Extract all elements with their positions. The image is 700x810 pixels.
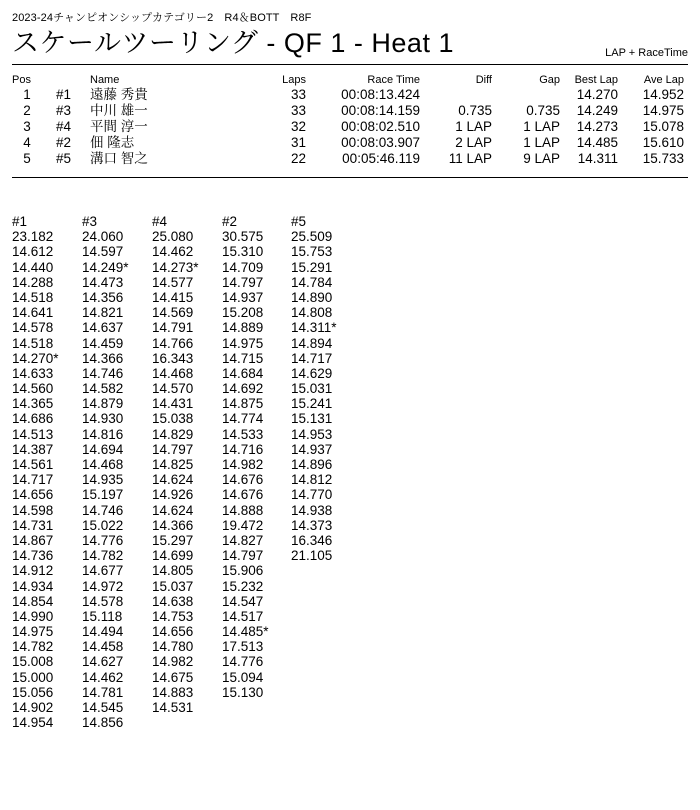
result-gap: 1 LAP <box>523 119 560 134</box>
lap-time: 14.731 <box>12 517 54 533</box>
lap-time: 14.624 <box>152 502 194 518</box>
result-best-lap: 14.311 <box>577 151 618 166</box>
result-best-lap: 14.273 <box>576 119 618 134</box>
result-laps: 33 <box>290 87 306 102</box>
lap-time: 14.612 <box>12 244 54 260</box>
lap-column <box>12 214 59 730</box>
result-ave-lap: 15.733 <box>642 151 684 166</box>
results-divider <box>12 177 688 178</box>
result-position: 4 <box>23 135 31 150</box>
lap-time: 14.736 <box>12 548 54 564</box>
lap-time: 14.954 <box>12 715 54 731</box>
lap-time: 14.462 <box>82 669 124 685</box>
lap-time: 14.578 <box>82 593 124 609</box>
result-driver-name: 溝口 智之 <box>90 151 148 166</box>
lap-time: 14.797 <box>152 441 194 457</box>
lap-time: 30.575 <box>222 229 264 245</box>
lap-time: 15.232 <box>222 578 264 594</box>
lap-time: 15.241 <box>291 396 333 412</box>
lap-time: 14.812 <box>291 472 333 488</box>
lap-time: 14.494 <box>82 624 124 640</box>
lap-time: 14.879 <box>82 396 124 412</box>
column-header-name: Name <box>90 74 120 86</box>
lap-time: 14.366 <box>152 517 194 533</box>
column-header-race-time: Race Time <box>367 74 420 86</box>
column-header-laps: Laps <box>282 74 306 86</box>
lap-time: 14.937 <box>291 441 333 457</box>
lap-time: 19.472 <box>222 517 264 533</box>
results-header-row <box>12 74 688 87</box>
lap-time: 14.780 <box>152 639 194 655</box>
lap-time: 14.468 <box>82 457 124 472</box>
lap-time: 14.746 <box>82 502 124 518</box>
result-car-number: #2 <box>56 135 72 150</box>
lap-time: 15.197 <box>82 487 124 503</box>
result-ave-lap: 15.078 <box>642 119 684 134</box>
lap-time: 24.060 <box>82 229 124 245</box>
lap-time: 14.766 <box>152 335 194 351</box>
lap-time: 14.468 <box>152 365 194 381</box>
lap-time: 14.356 <box>82 289 124 305</box>
lap-time: 23.182 <box>12 229 54 245</box>
lap-time: 14.311* <box>291 320 337 336</box>
lap-time: 14.776 <box>222 654 264 670</box>
lap-time: 14.273* <box>152 259 199 275</box>
lap-time: 14.288 <box>12 274 54 290</box>
result-gap: 1 LAP <box>523 135 560 150</box>
lap-time: 14.717 <box>12 472 54 488</box>
table-row <box>12 119 688 135</box>
lap-time: 14.774 <box>222 411 264 427</box>
results-table <box>12 74 688 167</box>
lap-time: 14.896 <box>291 457 333 472</box>
result-car-number: #4 <box>56 119 72 134</box>
lap-time: 14.776 <box>82 532 124 548</box>
lap-time: 14.570 <box>152 381 194 397</box>
result-ave-lap: 14.952 <box>642 87 684 102</box>
lap-time: 14.641 <box>12 305 54 321</box>
lap-time: 14.462 <box>152 244 194 260</box>
result-gap: 9 LAP <box>523 151 560 166</box>
result-race-time: 00:08:02.510 <box>341 119 420 134</box>
lap-time: 17.513 <box>222 639 264 655</box>
result-laps: 31 <box>290 135 306 150</box>
lap-time: 14.518 <box>12 289 54 305</box>
lap-time: 14.561 <box>12 457 54 472</box>
result-position: 3 <box>23 119 31 134</box>
lap-time: 14.545 <box>82 700 124 715</box>
lap-time: 14.560 <box>12 381 54 397</box>
lap-time: 14.972 <box>82 578 124 594</box>
lap-time: 14.975 <box>12 624 54 640</box>
lap-time: 14.598 <box>12 502 54 518</box>
result-format-label: LAP + RaceTime <box>605 47 688 59</box>
lap-time: 14.894 <box>291 335 333 351</box>
result-position: 1 <box>23 87 31 102</box>
lap-time: 14.518 <box>12 335 54 351</box>
lap-time: 14.692 <box>222 381 264 397</box>
lap-column-header: #2 <box>222 214 238 229</box>
lap-time: 15.056 <box>12 684 54 700</box>
column-header-best-lap: Best Lap <box>574 74 618 86</box>
result-driver-name: 佃 隆志 <box>90 135 135 150</box>
lap-time: 15.291 <box>291 259 333 275</box>
lap-column-header: #1 <box>12 214 28 229</box>
lap-time: 14.781 <box>82 684 124 700</box>
lap-time: 14.797 <box>222 548 264 564</box>
lap-time: 14.753 <box>152 608 194 624</box>
result-driver-name: 平間 淳一 <box>90 119 148 134</box>
event-subtitle: 2023-24チャンピオンシップカテゴリー2 R4＆BOTT R8F <box>12 12 312 24</box>
lap-time: 14.889 <box>222 320 264 336</box>
lap-time: 14.459 <box>82 335 124 351</box>
lap-time: 14.791 <box>152 320 194 336</box>
lap-time: 14.387 <box>12 441 54 457</box>
lap-time: 14.431 <box>152 396 194 412</box>
lap-time: 14.270* <box>12 350 59 366</box>
lap-time: 14.935 <box>82 472 124 488</box>
page-title: スケールツーリング - QF 1 - Heat 1 <box>12 28 454 58</box>
lap-time: 14.805 <box>152 563 194 579</box>
lap-time: 14.531 <box>152 700 194 715</box>
lap-time: 14.715 <box>222 350 264 366</box>
lap-column <box>82 214 129 730</box>
result-diff: 1 LAP <box>455 119 492 134</box>
result-ave-lap: 14.975 <box>642 103 684 118</box>
lap-time: 14.577 <box>152 274 194 290</box>
lap-time: 14.821 <box>82 305 124 321</box>
lap-time: 14.912 <box>12 563 54 579</box>
lap-time: 14.875 <box>222 396 264 412</box>
lap-time: 14.547 <box>222 593 264 609</box>
lap-time: 16.343 <box>152 350 194 366</box>
table-row <box>12 103 688 119</box>
lap-time: 14.676 <box>222 487 264 503</box>
lap-time: 15.008 <box>12 654 54 670</box>
result-position: 2 <box>23 103 31 118</box>
lap-time: 15.297 <box>152 532 194 548</box>
lap-time: 14.797 <box>222 274 264 290</box>
lap-time: 14.827 <box>222 532 264 548</box>
table-row <box>12 135 688 151</box>
lap-time: 14.473 <box>82 274 124 290</box>
table-row <box>12 151 688 167</box>
lap-time: 15.000 <box>12 669 54 685</box>
column-header-ave-lap: Ave Lap <box>643 74 684 86</box>
lap-time: 25.509 <box>291 229 333 245</box>
lap-time: 14.867 <box>12 532 54 548</box>
result-driver-name: 遠藤 秀貴 <box>90 87 148 102</box>
lap-time: 14.569 <box>152 305 194 321</box>
lap-time: 14.513 <box>12 426 54 442</box>
lap-time: 15.022 <box>82 517 124 533</box>
lap-time: 14.415 <box>152 289 194 305</box>
lap-column <box>152 214 199 715</box>
lap-time: 15.208 <box>222 305 264 321</box>
lap-time: 15.037 <box>152 578 194 594</box>
header-divider <box>12 64 688 65</box>
lap-time: 14.938 <box>291 502 333 518</box>
lap-time: 14.825 <box>152 457 194 472</box>
lap-time: 15.130 <box>222 684 264 700</box>
result-position: 5 <box>23 151 31 166</box>
result-diff: 0.735 <box>458 103 492 118</box>
lap-time: 15.038 <box>152 411 194 427</box>
lap-time: 14.856 <box>82 715 124 731</box>
lap-time: 16.346 <box>291 532 333 548</box>
lap-time: 15.131 <box>291 411 333 427</box>
lap-time: 14.458 <box>82 639 124 655</box>
lap-time: 14.770 <box>291 487 333 503</box>
lap-time: 14.782 <box>82 548 124 564</box>
lap-time: 14.990 <box>12 608 54 624</box>
lap-time: 14.656 <box>12 487 54 503</box>
lap-time: 14.699 <box>152 548 194 564</box>
result-car-number: #3 <box>56 103 72 118</box>
lap-time: 14.578 <box>12 320 54 336</box>
lap-time: 14.597 <box>82 244 124 260</box>
lap-time: 14.638 <box>152 593 194 609</box>
lap-time: 14.883 <box>152 684 194 700</box>
lap-time: 14.684 <box>222 365 264 381</box>
result-gap: 0.735 <box>526 103 560 118</box>
lap-time: 14.829 <box>152 426 194 442</box>
lap-time: 14.627 <box>82 654 124 670</box>
result-ave-lap: 15.610 <box>642 135 684 150</box>
result-race-time: 00:08:13.424 <box>341 87 420 102</box>
column-header-gap: Gap <box>539 74 560 86</box>
lap-time: 15.094 <box>222 669 264 685</box>
result-race-time: 00:08:14.159 <box>341 103 420 118</box>
lap-time: 14.637 <box>82 320 124 336</box>
lap-time: 14.926 <box>152 487 194 503</box>
lap-time: 14.373 <box>291 517 333 533</box>
lap-column-header: #3 <box>82 214 98 229</box>
lap-time: 14.440 <box>12 259 54 275</box>
lap-time: 15.310 <box>222 244 264 260</box>
lap-time: 14.854 <box>12 593 54 609</box>
lap-column-header: #5 <box>291 214 307 229</box>
lap-time: 14.366 <box>82 350 124 366</box>
result-race-time: 00:08:03.907 <box>341 135 420 150</box>
lap-time: 14.485* <box>222 624 269 640</box>
lap-time: 14.975 <box>222 335 264 351</box>
result-best-lap: 14.249 <box>576 103 618 118</box>
lap-time: 15.753 <box>291 244 333 260</box>
lap-time: 14.888 <box>222 502 264 518</box>
column-header-pos: Pos <box>12 74 31 86</box>
lap-time: 14.656 <box>152 624 194 640</box>
lap-time: 14.953 <box>291 426 333 442</box>
lap-time: 14.982 <box>222 457 264 472</box>
lap-time: 14.930 <box>82 411 124 427</box>
result-best-lap: 14.270 <box>576 87 618 102</box>
lap-time: 14.816 <box>82 426 124 442</box>
lap-time: 14.365 <box>12 396 54 412</box>
result-laps: 33 <box>290 103 306 118</box>
lap-column <box>222 214 269 700</box>
lap-time: 14.934 <box>12 578 54 594</box>
result-car-number: #1 <box>56 87 72 102</box>
result-race-time: 00:05:46.119 <box>342 151 420 166</box>
lap-column <box>291 214 337 563</box>
lap-time: 25.080 <box>152 229 194 245</box>
lap-time: 14.249* <box>82 259 129 275</box>
lap-time: 14.890 <box>291 289 333 305</box>
result-diff: 11 LAP <box>448 151 492 166</box>
lap-time: 14.624 <box>152 472 194 488</box>
lap-time: 14.717 <box>291 350 333 366</box>
result-diff: 2 LAP <box>455 135 492 150</box>
lap-time: 14.677 <box>82 563 124 579</box>
result-laps: 32 <box>290 119 306 134</box>
result-laps: 22 <box>290 151 306 166</box>
lap-time: 14.902 <box>12 700 54 715</box>
result-best-lap: 14.485 <box>576 135 618 150</box>
lap-time: 14.808 <box>291 305 333 321</box>
lap-time: 14.782 <box>12 639 54 655</box>
lap-time: 15.906 <box>222 563 264 579</box>
lap-time: 14.629 <box>291 365 333 381</box>
lap-time: 14.582 <box>82 381 124 397</box>
column-header-diff: Diff <box>475 74 492 86</box>
lap-time: 14.676 <box>222 472 264 488</box>
result-car-number: #5 <box>56 151 72 166</box>
lap-time: 14.746 <box>82 365 124 381</box>
lap-time: 14.533 <box>222 426 264 442</box>
lap-column-header: #4 <box>152 214 168 229</box>
lap-time: 14.709 <box>222 259 264 275</box>
lap-time: 21.105 <box>291 548 333 564</box>
lap-time: 14.633 <box>12 365 54 381</box>
lap-time: 14.517 <box>222 608 264 624</box>
result-driver-name: 中川 雄一 <box>90 103 148 118</box>
lap-time: 15.118 <box>82 608 123 624</box>
lap-time: 14.716 <box>222 441 264 457</box>
table-row <box>12 87 688 103</box>
lap-time: 15.031 <box>291 381 333 397</box>
lap-time: 14.784 <box>291 274 333 290</box>
lap-time: 14.937 <box>222 289 264 305</box>
results-body <box>12 87 688 167</box>
lap-time: 14.675 <box>152 669 194 685</box>
lap-time: 14.686 <box>12 411 54 427</box>
lap-time: 14.694 <box>82 441 124 457</box>
lap-time: 14.982 <box>152 654 194 670</box>
